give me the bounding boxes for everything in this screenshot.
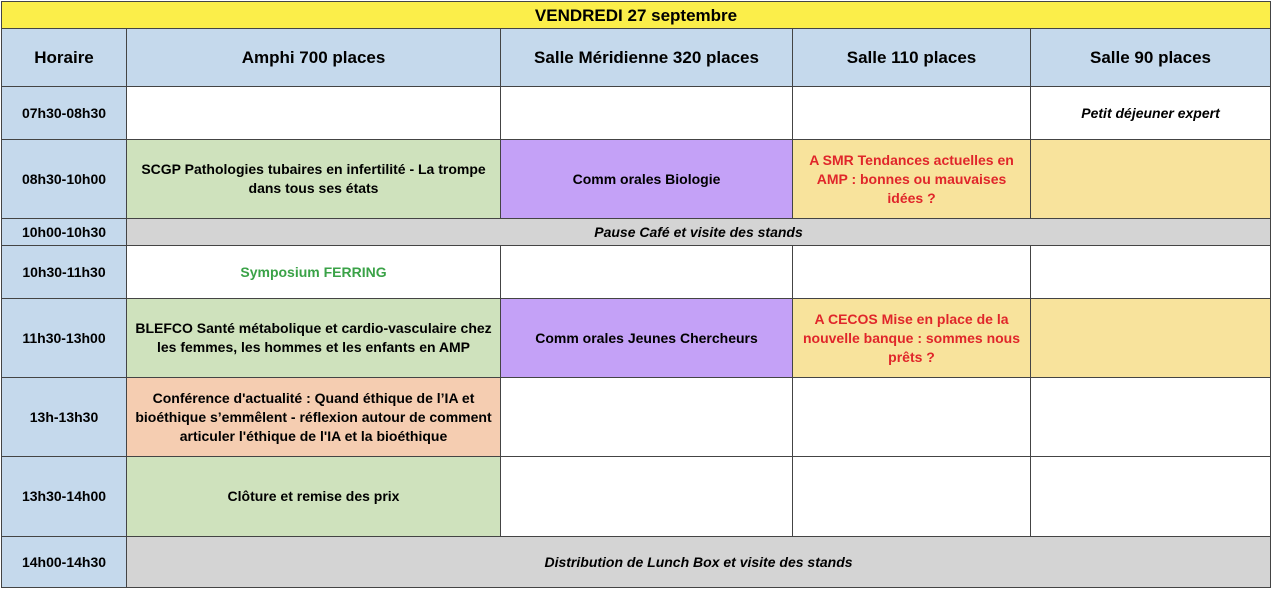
session-cell [1031, 378, 1271, 457]
header-meridienne: Salle Méridienne 320 places [501, 29, 793, 87]
table-row [2, 219, 1271, 246]
session-cell [127, 87, 501, 140]
schedule-table [1, 1, 1271, 588]
header-time: Horaire [2, 29, 127, 87]
table-row [2, 457, 1271, 537]
session-cell [501, 378, 793, 457]
header-salle-90: Salle 90 places [1031, 29, 1271, 87]
table-row [2, 299, 1271, 378]
session-cell [1031, 457, 1271, 537]
session-cell: Conférence d'actualité : Quand éthique de l’IA et bioéthique s’emmêlent - réflexion autour de comment articuler l'éthique de l'IA et la bioéthique [127, 378, 501, 457]
session-cell [501, 246, 793, 299]
session-cell: BLEFCO Santé métabolique et cardio-vasculaire chez les femmes, les hommes et les enfants en AMP [127, 299, 501, 378]
time-slot: 10h00-10h30 [2, 219, 127, 246]
table-row [2, 378, 1271, 457]
session-cell [793, 378, 1031, 457]
session-cell: Comm orales Biologie [501, 140, 793, 219]
table-row [2, 87, 1271, 140]
session-cell [793, 87, 1031, 140]
header-salle-110: Salle 110 places [793, 29, 1031, 87]
header-amphi: Amphi 700 places [127, 29, 501, 87]
break-cell: Distribution de Lunch Box et visite des stands [127, 537, 1271, 588]
session-cell: Symposium FERRING [127, 246, 501, 299]
session-cell: Clôture et remise des prix [127, 457, 501, 537]
session-cell [501, 87, 793, 140]
session-cell: Comm orales Jeunes Chercheurs [501, 299, 793, 378]
time-slot: 14h00-14h30 [2, 537, 127, 588]
table-row [2, 140, 1271, 219]
time-slot: 08h30-10h00 [2, 140, 127, 219]
session-cell: SCGP Pathologies tubaires en infertilité - La trompe dans tous ses états [127, 140, 501, 219]
session-cell [1031, 246, 1271, 299]
time-slot: 13h30-14h00 [2, 457, 127, 537]
table-row [2, 537, 1271, 588]
session-cell [793, 457, 1031, 537]
session-cell [501, 457, 793, 537]
day-title: VENDREDI 27 septembre [2, 2, 1271, 29]
break-cell: Pause Café et visite des stands [127, 219, 1271, 246]
session-cell [1031, 299, 1271, 378]
time-slot: 11h30-13h00 [2, 299, 127, 378]
time-slot: 07h30-08h30 [2, 87, 127, 140]
session-cell [793, 246, 1031, 299]
session-cell: Petit déjeuner expert [1031, 87, 1271, 140]
table-row [2, 246, 1271, 299]
session-cell: A SMR Tendances actuelles en AMP : bonnes ou mauvaises idées ? [793, 140, 1031, 219]
session-cell [1031, 140, 1271, 219]
session-cell: A CECOS Mise en place de la nouvelle banque : sommes nous prêts ? [793, 299, 1031, 378]
time-slot: 13h-13h30 [2, 378, 127, 457]
time-slot: 10h30-11h30 [2, 246, 127, 299]
